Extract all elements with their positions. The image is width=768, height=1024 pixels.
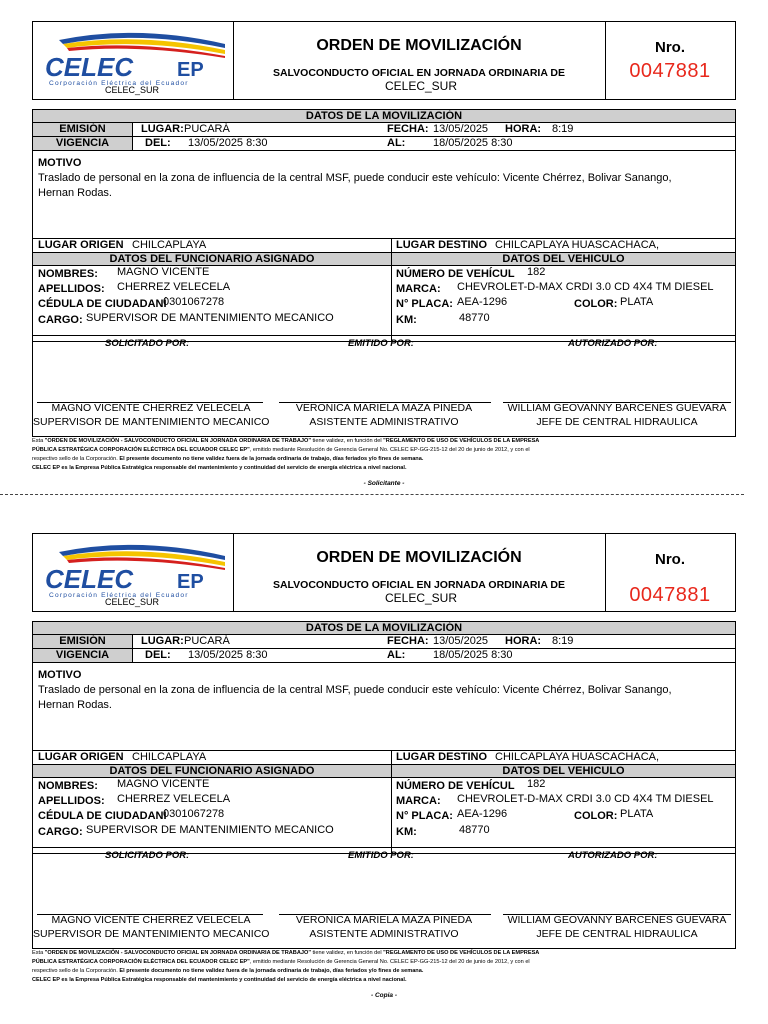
order-number: 0047881 [629, 60, 711, 82]
cargo-label: CARGO: [38, 826, 83, 838]
origen-value: CHILCAPLAYA [132, 751, 207, 763]
section-heads-row [33, 765, 735, 778]
page-title: ORDEN DE MOVILIZACIÓN [316, 549, 522, 566]
logo-ep: EP [177, 59, 204, 81]
solicitado-role: SUPERVISOR DE MANTENIMIENTO MECANICO [33, 928, 270, 940]
vigencia-row [33, 137, 735, 151]
del-value: 13/05/2025 8:30 [188, 649, 268, 661]
title-box [233, 533, 606, 612]
copy-tag: - Solicitante - [363, 480, 405, 487]
signatures-block [32, 847, 736, 949]
details-block [33, 266, 735, 341]
logo-unit: CELEC_SUR [105, 597, 160, 607]
order-number: 0047881 [629, 584, 711, 606]
signatures-block [32, 335, 736, 437]
numero-label: NÚMERO DE VEHÍCUL [396, 780, 515, 792]
nombres-value: MAGNO VICENTE [117, 778, 210, 790]
nombres-value: MAGNO VICENTE [117, 266, 210, 278]
fecha-label: FECHA: [387, 123, 429, 135]
apellidos-label: APELLIDOS: [38, 283, 105, 295]
fecha-label: FECHA: [387, 635, 429, 647]
nombres-label: NOMBRES: [38, 268, 98, 280]
autorizado-role: JEFE DE CENTRAL HIDRAULICA [536, 928, 698, 940]
placa-label: N° PLACA: [396, 810, 453, 822]
origen-destino-row [33, 751, 735, 765]
logo-box [32, 533, 234, 612]
origen-destino-row [33, 239, 735, 253]
cargo-value: SUPERVISOR DE MANTENIMIENTO MECANICO [86, 824, 334, 836]
logo-ep: EP [177, 571, 204, 593]
apellidos-value: CHERREZ VELECELA [117, 281, 231, 293]
km-label: KM: [396, 826, 417, 838]
emision-row [33, 635, 735, 649]
hora-label: HORA: [505, 123, 542, 135]
al-value: 18/05/2025 8:30 [433, 649, 513, 661]
al-label: AL: [387, 137, 406, 149]
vigencia-row [33, 649, 735, 663]
celec-logo-icon [39, 26, 231, 86]
color-label: COLOR: [574, 298, 618, 310]
cargo-label: CARGO: [38, 314, 83, 326]
logo-tagline: Corporación Eléctrica del Ecuador [49, 80, 189, 86]
motivo-label: MOTIVO [38, 157, 82, 169]
section-title-movilizacion: DATOS DE LA MOVILIZACIÓN [33, 622, 735, 635]
movilizacion-table [32, 621, 736, 854]
numero-value: 182 [527, 266, 546, 278]
apellidos-label: APELLIDOS: [38, 795, 105, 807]
section-title-vehiculo: DATOS DEL VEHICULO [502, 765, 625, 777]
section-title-vehiculo: DATOS DEL VEHICULO [502, 253, 625, 265]
section-title-funcionario: DATOS DEL FUNCIONARIO ASIGNADO [109, 765, 315, 777]
al-value: 18/05/2025 8:30 [433, 137, 513, 149]
motivo-block [33, 663, 735, 751]
page-subtitle: SALVOCONDUCTO OFICIAL EN JORNADA ORDINARIA DE [272, 579, 566, 591]
cedula-value: 0301067278 [163, 296, 225, 308]
color-value: PLATA [620, 808, 654, 820]
page-title: ORDEN DE MOVILIZACIÓN [316, 37, 522, 54]
page-subtitle: SALVOCONDUCTO OFICIAL EN JORNADA ORDINARIA DE [272, 67, 566, 79]
motivo-text: Traslado de personal en la zona de influencia de la central MSF, puede conducir este vehículo: Vicente Chérrez, Bolivar Sanango, Hernan Rodas. [38, 172, 672, 199]
vigencia-label: VIGENCIA [33, 137, 133, 150]
unit-label: CELEC_SUR [384, 591, 458, 605]
motivo-label: MOTIVO [38, 669, 82, 681]
emision-label: EMISIÓN [33, 123, 133, 136]
number-box [605, 21, 736, 100]
placa-label: N° PLACA: [396, 298, 453, 310]
logo-unit: CELEC_SUR [105, 85, 160, 95]
document-copy-copia [0, 512, 768, 1024]
motivo-text: Traslado de personal en la zona de influencia de la central MSF, puede conducir este vehículo: Vicente Chérrez, Bolivar Sanango, Hernan Rodas. [38, 684, 672, 711]
km-value: 48770 [459, 312, 490, 324]
fecha-value: 13/05/2025 [433, 635, 489, 647]
hora-value: 8:19 [552, 123, 574, 135]
lugar-label: LUGAR: [141, 123, 184, 135]
color-label: COLOR: [574, 810, 618, 822]
hora-label: HORA: [505, 635, 542, 647]
autorizado-name: WILLIAM GEOVANNY BARCENES GUEVARA [507, 402, 727, 414]
numero-value: 182 [527, 778, 546, 790]
cedula-value: 0301067278 [163, 808, 225, 820]
section-heads-row [33, 253, 735, 266]
number-label: Nro. [655, 39, 685, 56]
lugar-label: LUGAR: [141, 635, 184, 647]
placa-value: AEA-1296 [457, 808, 508, 820]
vigencia-label: VIGENCIA [33, 649, 133, 662]
emitido-role: ASISTENTE ADMINISTRATIVO [309, 416, 459, 428]
logo-text: CELEC [45, 564, 134, 594]
del-value: 13/05/2025 8:30 [188, 137, 268, 149]
color-value: PLATA [620, 296, 654, 308]
legal-notice: Esta "ORDEN DE MOVILIZACIÓN - SALVOCONDUCTO OFICIAL EN JORNADA ORDINARIA DE TRABAJO" tiene validez, en función del "REGLAMENTO DE USO DE VEHÍCULOS DE LA EMPRESA PÚBLICA ESTRATÉGICA CORPORACIÓN ELÉCTRICA DEL ECUADOR CELEC EP", emitido mediante Resolución de Gerencia General No. CELEC EP-GG-215-12 del 20 de junio de 2012, y con el respectivo sello de la Corporación. El presente documento no tiene validez fuera de la jornada ordinaria de trabajo, días feriados y/o fines de semana. CELEC EP es la Empresa Pública Estratégica responsable del mantenimiento y continuidad del servicio de energía eléctrica a nivel nacional. [32, 438, 540, 471]
logo-box [32, 21, 234, 100]
numero-label: NÚMERO DE VEHÍCUL [396, 268, 515, 280]
cut-line [0, 494, 744, 495]
nombres-label: NOMBRES: [38, 780, 98, 792]
section-title-movilizacion: DATOS DE LA MOVILIZACIÓN [33, 110, 735, 123]
fecha-value: 13/05/2025 [433, 123, 489, 135]
emision-label: EMISIÓN [33, 635, 133, 648]
unit-label: CELEC_SUR [384, 79, 458, 93]
marca-value: CHEVROLET-D-MAX CRDI 3.0 CD 4X4 TM DIESEL [457, 281, 714, 293]
title-box [233, 21, 606, 100]
number-box [605, 533, 736, 612]
copy-tag: - Copia - [371, 992, 397, 999]
autorizado-label: AUTORIZADO POR: [568, 338, 658, 349]
solicitado-name: MAGNO VICENTE CHERREZ VELECELA [51, 914, 251, 926]
hora-value: 8:19 [552, 635, 574, 647]
cedula-label: CÉDULA DE CIUDADANÍ [38, 298, 167, 310]
marca-label: MARCA: [396, 795, 441, 807]
autorizado-name: WILLIAM GEOVANNY BARCENES GUEVARA [507, 914, 727, 926]
solicitado-label: SOLICITADO POR: [105, 338, 190, 349]
autorizado-role: JEFE DE CENTRAL HIDRAULICA [536, 416, 698, 428]
del-label: DEL: [145, 649, 171, 661]
destino-value: CHILCAPLAYA HUASCACHACA, [495, 239, 660, 251]
destino-value: CHILCAPLAYA HUASCACHACA, [495, 751, 660, 763]
cedula-label: CÉDULA DE CIUDADANÍ [38, 810, 167, 822]
del-label: DEL: [145, 137, 171, 149]
logo-text: CELEC [45, 52, 134, 82]
apellidos-value: CHERREZ VELECELA [117, 793, 231, 805]
marca-value: CHEVROLET-D-MAX CRDI 3.0 CD 4X4 TM DIESEL [457, 793, 714, 805]
section-title-funcionario: DATOS DEL FUNCIONARIO ASIGNADO [109, 253, 315, 265]
cargo-value: SUPERVISOR DE MANTENIMIENTO MECANICO [86, 312, 334, 324]
origen-label: LUGAR ORIGEN [38, 239, 124, 251]
emitido-role: ASISTENTE ADMINISTRATIVO [309, 928, 459, 940]
marca-label: MARCA: [396, 283, 441, 295]
number-label: Nro. [655, 551, 685, 568]
solicitado-name: MAGNO VICENTE CHERREZ VELECELA [51, 402, 251, 414]
destino-label: LUGAR DESTINO [396, 751, 488, 763]
movilizacion-table [32, 109, 736, 342]
emitido-label: EMITIDO POR: [348, 850, 414, 861]
details-block [33, 778, 735, 853]
solicitado-role: SUPERVISOR DE MANTENIMIENTO MECANICO [33, 416, 270, 428]
al-label: AL: [387, 649, 406, 661]
destino-label: LUGAR DESTINO [396, 239, 488, 251]
lugar-value: PUCARÁ [184, 123, 230, 135]
legal-notice: Esta "ORDEN DE MOVILIZACIÓN - SALVOCONDUCTO OFICIAL EN JORNADA ORDINARIA DE TRABAJO" tiene validez, en función del "REGLAMENTO DE USO DE VEHÍCULOS DE LA EMPRESA PÚBLICA ESTRATÉGICA CORPORACIÓN ELÉCTRICA DEL ECUADOR CELEC EP", emitido mediante Resolución de Gerencia General No. CELEC EP-GG-215-12 del 20 de junio de 2012, y con el respectivo sello de la Corporación. El presente documento no tiene validez fuera de la jornada ordinaria de trabajo, días feriados y/o fines de semana. CELEC EP es la Empresa Pública Estratégica responsable del mantenimiento y continuidad del servicio de energía eléctrica a nivel nacional. [32, 950, 540, 983]
km-value: 48770 [459, 824, 490, 836]
motivo-block [33, 151, 735, 239]
placa-value: AEA-1296 [457, 296, 508, 308]
km-label: KM: [396, 314, 417, 326]
logo-tagline: Corporación Eléctrica del Ecuador [49, 592, 189, 598]
origen-label: LUGAR ORIGEN [38, 751, 124, 763]
celec-logo-icon [39, 538, 231, 598]
lugar-value: PUCARÁ [184, 635, 230, 647]
emision-row [33, 123, 735, 137]
emitido-name: VERONICA MARIELA MAZA PINEDA [295, 402, 473, 414]
emitido-label: EMITIDO POR: [348, 338, 414, 349]
emitido-name: VERONICA MARIELA MAZA PINEDA [295, 914, 473, 926]
autorizado-label: AUTORIZADO POR: [568, 850, 658, 861]
origen-value: CHILCAPLAYA [132, 239, 207, 251]
solicitado-label: SOLICITADO POR: [105, 850, 190, 861]
